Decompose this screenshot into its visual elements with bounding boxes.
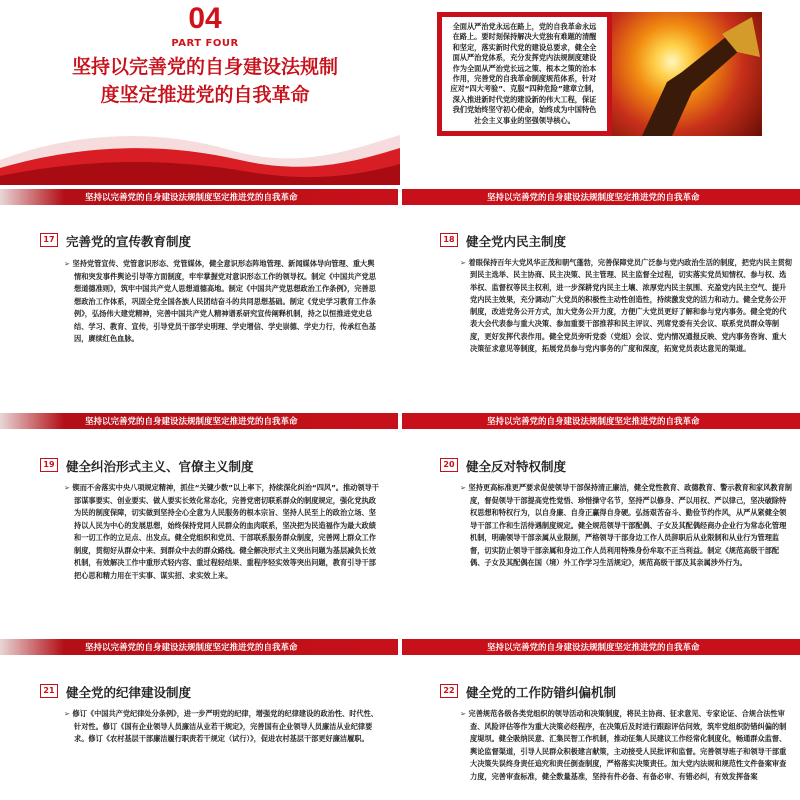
section-body: ➢ 完善规范各级各类党组织的领导活动和决策制度，将民主协商、征求意见、专家论证、合规合法性审查、风险评估等作为重大决策必经程序，在决策后及时进行跟踪评估问效，筑牢党组织防错纠偏的制度堤坝。健全吸纳民意、汇集民智工作机制，推动征集人民建议工作经常化制度化，畅通群众监督、舆论监督渠道，引导人民群众积极建言献策，主动接受人民批评和监督。完善领导班子和领导干部重大决策失误终身责任追究和责任倒查制度，严格落实决策责任。加大党内法规和规范性文件备案审查力度，完善审查标准，健全数量基准，坚持有件必备、有备必审、有错必纠，有效发挥备案	[460, 708, 792, 783]
section-number-badge: 18	[440, 233, 458, 247]
section-number-badge: 21	[40, 684, 58, 698]
header-text: 坚持以完善党的自身建设法规制度坚定推进党的自我革命	[85, 643, 298, 653]
header-text: 坚持以完善党的自身建设法规制度坚定推进党的自我革命	[487, 643, 700, 653]
header-text: 坚持以完善党的自身建设法规制度坚定推进党的自我革命	[487, 193, 700, 203]
header-bar	[0, 639, 800, 655]
section-number-badge: 17	[40, 233, 58, 247]
section-title: 健全党内民主制度	[466, 234, 567, 249]
cover-slide	[0, 0, 400, 185]
header-bar	[0, 413, 800, 429]
section-title: 完善党的宣传教育制度	[66, 234, 192, 249]
part-label: PART FOUR	[171, 38, 239, 49]
cover-title-line-2: 度坚定推进党的自我革命	[100, 84, 310, 106]
header-text: 坚持以完善党的自身建设法规制度坚定推进党的自我革命	[487, 417, 700, 427]
trumpet-sunset-photo	[612, 12, 762, 136]
section-body: ➢ 坚持党管宣传、党管意识形态、党管媒体，健全意识形态阵地管理、新闻媒体导向管理、重大舆情和突发事件舆论引导等方面制度，牢牢掌握党对意识形态工作的领导权。制定《中国共产党思想道德准则》，筑牢中国共产党人思想道德高地。制定《中国共产党思想政治工作条例》，完善思想政治工作体系，巩固全党全国各族人民团结奋斗的共同思想基础。制定《党史学习教育工作条例》，弘扬伟大建党精神，完善中国共产党人精神谱系研究宣传阐释机制，持之以恒推进党史总结、学习、教育、宣传，引导党员干部学史明理、学史增信、学史崇德、学史力行，传承红色基因，赓续红色血脉。	[64, 258, 380, 346]
section-number-badge: 19	[40, 458, 58, 472]
section-title: 健全纠治形式主义、官僚主义制度	[66, 459, 254, 474]
section-title: 健全党的纪律建设制度	[66, 685, 192, 700]
section-body: ➢ 坚持更高标准更严要求促使领导干部保持清正廉洁，健全党性教育、政德教育、警示教育和家风教育制度，督促领导干部提高党性觉悟、珍惜操守名节，坚持严以修身、严以用权、严以律己，坚决破除特权思想和特权行为，以自身廉、自身正赢得自身硬。弘扬艰苦奋斗、勤俭节约作风，从严从紧健全领导干部工作和生活待遇制度规定。健全规范领导干部配偶、子女及其配偶经商办企业行为常态化管理机制，明确领导干部亲属从业限制，严格领导干部身边工作人员辞职后从业限制和从业行为管理监督，切实防止领导干部亲属和身边工作人员利用特殊身份牟取不正当利益。制定《规范高级干部配偶、子女及其配偶在国（境）外工作学习生活规定》，规范高级干部及其亲属涉外行为。	[460, 482, 792, 570]
header-text: 坚持以完善党的自身建设法规制度坚定推进党的自我革命	[85, 193, 298, 203]
red-wave-decoration	[0, 120, 400, 185]
quote-box: 全面从严治党永远在路上，党的自我革命永远在路上。要时刻保持解决大党独有难题的清醒和坚定，落实新时代党的建设总要求，健全全面从严治党体系，充分发挥党内法规制度建设作为全面从严治党长远之策、根本之策的治本作用，完善党的自我革命制度规范体系，针对应对“四大考验”、克服“四种危险”建章立制，深入推进新时代党的建设新的伟大工程，保证我们党始终坚守初心使命，始终成为中国特色社会主义事业的坚强领导核心。	[437, 12, 612, 136]
section-body: ➢ 着眼保持百年大党风华正茂和朝气蓬勃，完善保障党员广泛参与党内政治生活的制度，把党内民主贯彻到民主选举、民主协商、民主决策、民主管理、民主监督全过程，切实落实党员知情权、参与权、选举权、监督权等民主权利，进一步深耕党内民主土壤、浓厚党内民主氛围、充盈党内民主空气、提升党内民主效果，充分调动广大党员的积极性主动性创造性，持续激发党的活力和动力。健全党务公开制度，改进党务公开方式，加大党务公开力度，方便广大党员更好了解和参与党内事务。健全党的代表大会代表参与重大决策、参加重要干部推荐和民主评议、列席党委有关会议、联系党员群众等制度，更好发挥代表作用。健全党员旁听党委（党组）会议、党内情况通报反映、党内事务咨询、重大决策征求意见等制度，拓展党员参与党内事务的广度和深度，拓宽党员表达意见的渠道。	[460, 257, 792, 355]
section-title: 健全反对特权制度	[466, 459, 567, 474]
header-bar	[0, 189, 800, 205]
header-text: 坚持以完善党的自身建设法规制度坚定推进党的自我革命	[85, 417, 298, 427]
cover-title-line-1: 坚持以完善党的自身建设法规制	[71, 56, 338, 78]
section-body: ➢ 修订《中国共产党纪律处分条例》，进一步严明党的纪律，增强党的纪律建设的政治性、时代性、针对性。修订《国有企业领导人员廉洁从业若干规定》，完善国有企业领导人员廉洁从业纪律要求。修订《农村基层干部廉洁履行职责若干规定（试行）》，促进农村基层干部更好廉洁履职。	[64, 708, 380, 746]
part-number: 04	[188, 2, 222, 35]
section-body: ➢ 锲而不舍落实中央八项规定精神，抓住“关键少数”以上率下，持续深化纠治“四风”。推动领导干部谋事要实、创业要实、做人要实长效化常态化，完善党密切联系群众的制度规定，强化党执政为民的制度保障，切实做到坚持全心全意为人民服务的根本宗旨、坚持人民至上的政治立场、坚持以人民为中心的发展思想，始终保持党同人民群众的血肉联系，坚决把为民造福作为最大政绩和一切工作的立足点、出发点。健全党组织和党员、干部联系服务群众制度，完善网上群众工作制度，贯彻好从群众中来、到群众中去的群众路线。健全解决形式主义突出问题为基层减负长效机制，有效解决工作中重形式轻内容、重过程轻结果、重程序轻实效等突出问题，教育引导干部把心思和精力用在干实事、谋实招、求实效上来。	[64, 482, 380, 582]
section-number-badge: 20	[440, 458, 458, 472]
trumpet-icon	[612, 12, 762, 136]
section-title: 健全党的工作防错纠偏机制	[466, 685, 617, 700]
section-number-badge: 22	[440, 684, 458, 698]
